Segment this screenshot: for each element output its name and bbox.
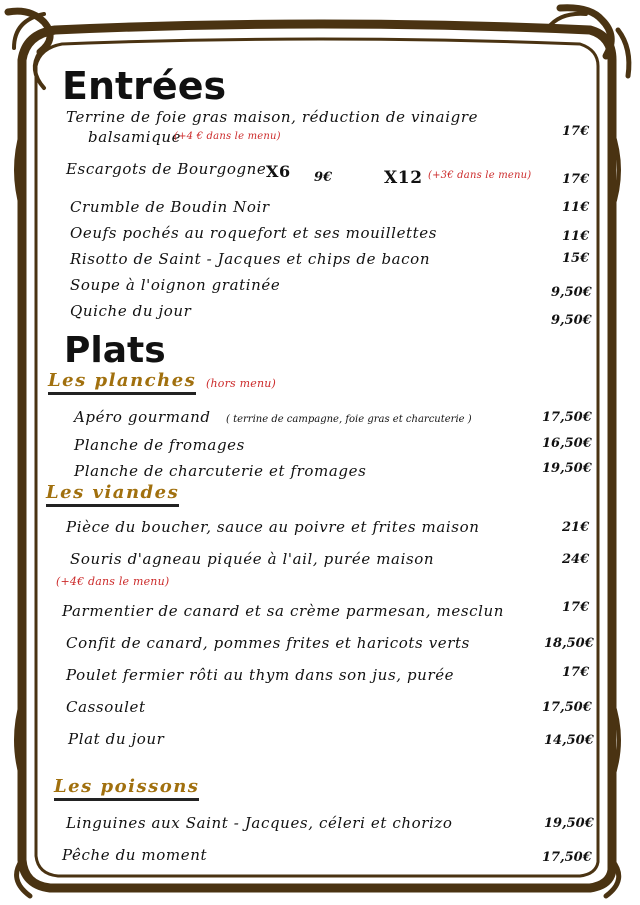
plats-heading: Plats <box>64 330 166 371</box>
entree-2-x6-label: X6 <box>266 162 291 181</box>
poisson-2-name: Pêche du moment <box>62 846 208 864</box>
entree-2-x6-price: 9€ <box>314 170 333 185</box>
viande-3-price: 17€ <box>562 600 590 615</box>
planches-hors-menu-note: (hors menu) <box>206 377 276 390</box>
planches-heading: Les planches <box>48 370 196 395</box>
viande-5-name: Poulet fermier rôti au thym dans son jus, purée <box>66 666 455 684</box>
viande-4-price: 18,50€ <box>544 636 594 651</box>
entree-3-price: 11€ <box>562 200 590 215</box>
planche-2-price: 16,50€ <box>542 436 592 451</box>
viande-2-menu-note: (+4€ dans le menu) <box>56 575 170 588</box>
entree-7-price: 9,50€ <box>551 313 592 328</box>
planche-3-name: Planche de charcuterie et fromages <box>74 462 367 480</box>
viande-7-price: 14,50€ <box>544 733 594 748</box>
viande-3-name: Parmentier de canard et sa crème parmesan, mesclun <box>62 602 505 620</box>
entree-2-name: Escargots de Bourgogne <box>66 160 267 178</box>
planche-1-price: 17,50€ <box>542 410 592 425</box>
poisson-1-name: Linguines aux Saint - Jacques, céleri et chorizo <box>66 814 453 832</box>
viande-5-price: 17€ <box>562 665 590 680</box>
viande-2-price: 24€ <box>562 552 590 567</box>
planche-2-name: Planche de fromages <box>74 436 245 454</box>
entrees-heading: Entrées <box>62 64 227 108</box>
planche-3-price: 19,50€ <box>542 461 592 476</box>
viande-6-price: 17,50€ <box>542 700 592 715</box>
entree-2-menu-note: (+3€ dans le menu) <box>428 170 532 181</box>
poissons-heading: Les poissons <box>54 776 199 801</box>
entree-1-menu-note: (+4 € dans le menu) <box>174 131 281 142</box>
planche-1-name: Apéro gourmand <box>74 408 211 426</box>
entree-2-price: 17€ <box>562 172 590 187</box>
entree-1-name-line1: Terrine de foie gras maison, réduction de vinaigre <box>66 108 479 126</box>
poisson-2-price: 17,50€ <box>542 850 592 865</box>
viande-7-name: Plat du jour <box>68 730 165 748</box>
entree-4-price: 11€ <box>562 229 590 244</box>
viande-1-price: 21€ <box>562 520 590 535</box>
viande-1-name: Pièce du boucher, sauce au poivre et frites maison <box>66 518 480 536</box>
entree-5-price: 15€ <box>562 251 590 266</box>
entree-7-name: Quiche du jour <box>70 302 192 320</box>
entree-1-name-line2: balsamique <box>88 128 182 146</box>
viande-4-name: Confit de canard, pommes frites et haricots verts <box>66 634 470 652</box>
planche-1-detail: ( terrine de campagne, foie gras et charcuterie ) <box>226 414 472 425</box>
entree-6-price: 9,50€ <box>551 285 592 300</box>
viandes-heading: Les viandes <box>46 482 179 507</box>
entree-5-name: Risotto de Saint - Jacques et chips de bacon <box>70 250 431 268</box>
viande-6-name: Cassoulet <box>66 698 146 716</box>
entree-3-name: Crumble de Boudin Noir <box>70 198 270 216</box>
poisson-1-price: 19,50€ <box>544 816 594 831</box>
entree-4-name: Oeufs pochés au roquefort et ses mouillettes <box>70 224 438 242</box>
viande-2-name: Souris d'agneau piquée à l'ail, purée maison <box>70 550 435 568</box>
entree-1-price: 17€ <box>562 124 590 139</box>
entree-2-x12-label: X12 <box>384 168 423 188</box>
entree-6-name: Soupe à l'oignon gratinée <box>70 276 281 294</box>
